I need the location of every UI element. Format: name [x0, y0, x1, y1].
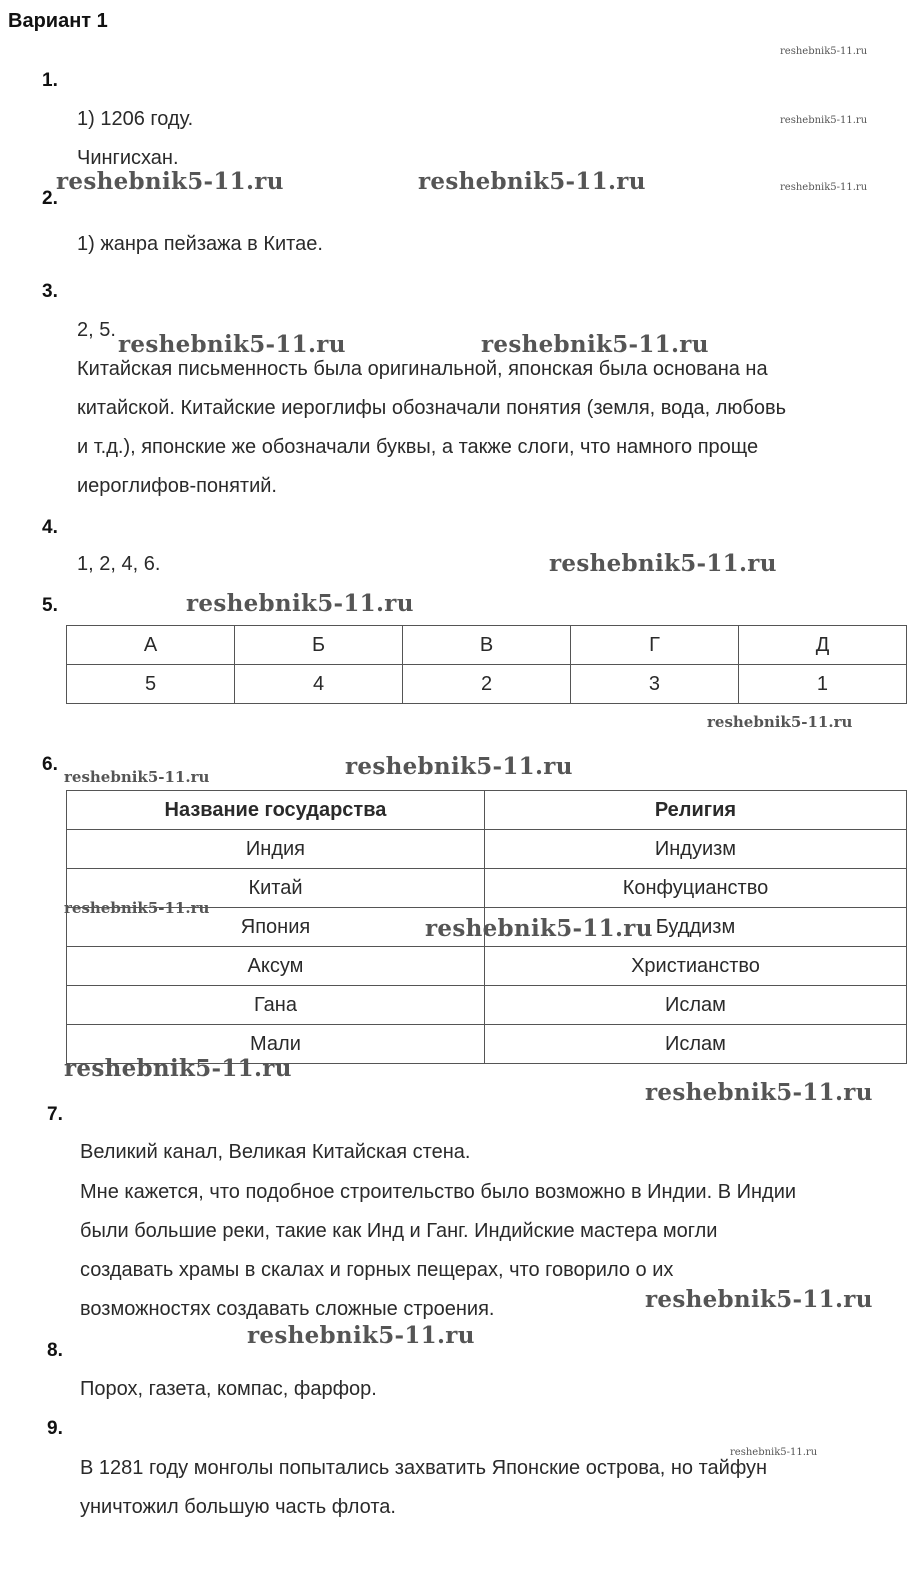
table-cell: Аксум	[67, 947, 485, 986]
watermark: reshebnik5-11.ru	[345, 753, 573, 780]
question-9-line: уничтожил большую часть флота.	[80, 1496, 396, 1518]
table-row	[67, 947, 907, 986]
table-cell: Буддизм	[484, 908, 906, 947]
question-7-answer: Великий канал, Великая Китайская стена.	[80, 1141, 471, 1163]
table-cell: Христианство	[484, 947, 906, 986]
question-3-line: иероглифов-понятий.	[77, 475, 277, 497]
table-header-cell: Название государства	[67, 791, 485, 830]
question-8-number: 8.	[47, 1340, 63, 1361]
watermark: reshebnik5-11.ru	[730, 1447, 818, 1458]
question-1-number: 1.	[42, 70, 58, 91]
table-cell: В	[403, 626, 571, 665]
table-row	[67, 665, 907, 704]
watermark: reshebnik5-11.ru	[118, 331, 346, 358]
table-cell: Ислам	[484, 1025, 906, 1064]
question-5-table	[66, 625, 907, 704]
question-3-line: Китайская письменность была оригинальной, японская была основана на	[77, 358, 768, 380]
table-cell: Г	[571, 626, 739, 665]
watermark: reshebnik5-11.ru	[56, 168, 284, 195]
table-cell: Б	[235, 626, 403, 665]
table-cell: Индия	[67, 830, 485, 869]
watermark: reshebnik5-11.ru	[780, 182, 868, 193]
watermark: reshebnik5-11.ru	[64, 899, 210, 917]
table-cell: Индуизм	[484, 830, 906, 869]
question-3-number: 3.	[42, 281, 58, 302]
table-row	[67, 830, 907, 869]
question-7-line: Мне кажется, что подобное строительство было возможно в Индии. В Индии	[80, 1181, 797, 1203]
watermark: reshebnik5-11.ru	[645, 1079, 873, 1106]
question-2-answer: 1) жанра пейзажа в Китае.	[77, 233, 323, 255]
question-5-number: 5.	[42, 595, 58, 616]
watermark: reshebnik5-11.ru	[425, 915, 653, 942]
question-7-number: 7.	[47, 1104, 63, 1125]
question-9-line: В 1281 году монголы попытались захватить Японские острова, но тайфун	[80, 1457, 768, 1479]
table-row	[67, 986, 907, 1025]
question-3-answer: 2, 5.	[77, 319, 116, 341]
table-row	[67, 626, 907, 665]
question-1-answer: 1) 1206 году.	[77, 108, 194, 130]
question-3-line: и т.д.), японские же обозначали буквы, а также слоги, что намного проще	[77, 436, 759, 458]
question-8-answer: Порох, газета, компас, фарфор.	[80, 1378, 377, 1400]
table-cell: 5	[67, 665, 235, 704]
question-4-number: 4.	[42, 517, 58, 538]
question-3-line: китайской. Китайские иероглифы обозначали понятия (земля, вода, любовь	[77, 397, 787, 419]
question-7-line: возможностях создавать сложные строения.	[80, 1298, 495, 1320]
question-6-number: 6.	[42, 754, 58, 775]
watermark: reshebnik5-11.ru	[549, 550, 777, 577]
table-cell: 3	[571, 665, 739, 704]
table-cell: 2	[403, 665, 571, 704]
watermark: reshebnik5-11.ru	[64, 1055, 292, 1082]
table-row	[67, 791, 907, 830]
table-cell: А	[67, 626, 235, 665]
question-1-extra: Чингисхан.	[77, 147, 179, 169]
question-2-number: 2.	[42, 188, 58, 209]
question-7-line: создавать храмы в скалах и горных пещерах, что говорило о их	[80, 1259, 674, 1281]
watermark: reshebnik5-11.ru	[64, 768, 210, 786]
table-cell: 1	[738, 665, 906, 704]
watermark: reshebnik5-11.ru	[247, 1322, 475, 1349]
table-cell: Япония	[67, 908, 485, 947]
table-cell: Китай	[67, 869, 485, 908]
page-title: Вариант 1	[8, 10, 108, 32]
table-cell: Ислам	[484, 986, 906, 1025]
table-cell: Конфуцианство	[484, 869, 906, 908]
table-cell: 4	[235, 665, 403, 704]
watermark: reshebnik5-11.ru	[645, 1286, 873, 1313]
watermark: reshebnik5-11.ru	[780, 115, 868, 126]
question-7-line: были большие реки, такие как Инд и Ганг. Индийские мастера могли	[80, 1220, 718, 1242]
watermark: reshebnik5-11.ru	[707, 713, 853, 731]
watermark: reshebnik5-11.ru	[186, 590, 414, 617]
question-9-number: 9.	[47, 1418, 63, 1439]
table-cell: Д	[738, 626, 906, 665]
question-4-answer: 1, 2, 4, 6.	[77, 553, 161, 575]
watermark: reshebnik5-11.ru	[418, 168, 646, 195]
watermark: reshebnik5-11.ru	[780, 46, 868, 57]
table-cell: Мали	[67, 1025, 485, 1064]
watermark: reshebnik5-11.ru	[481, 331, 709, 358]
table-header-cell: Религия	[484, 791, 906, 830]
table-cell: Гана	[67, 986, 485, 1025]
